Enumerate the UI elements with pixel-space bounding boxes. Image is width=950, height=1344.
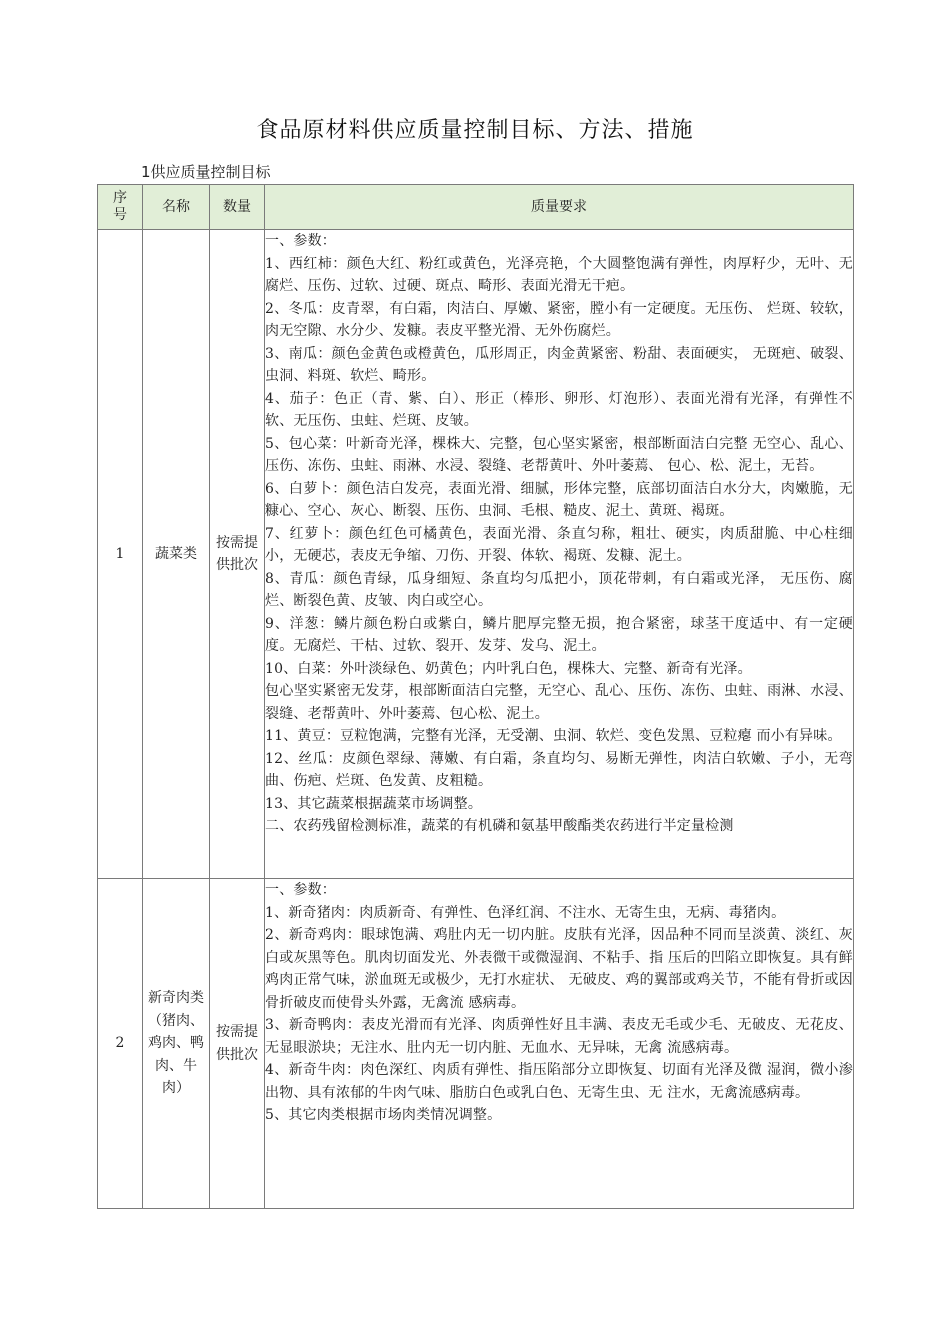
requirement-line: 包心坚实紧密无发芽，根部断面洁白完整，无空心、乱心、压伤、冻伤、虫蛀、雨淋、水浸、裂缝、老帮黄叶、外叶萎蔫、包心松、泥土。 (265, 683, 853, 722)
requirement-line: 2、新奇鸡肉：眼球饱满、鸡肚内无一切内脏。皮肤有光泽，因品种不同而呈淡黄、淡红、灰白或灰黑等色。肌肉切面发光、外表微干或微湿润、不粘手、指 压后的凹陷立即恢复。具有鲜鸡肉正常气味，淤血斑无或极少，无打水症状、 无破皮、鸡的翼部或鸡关节，不能有骨折或因骨折破皮而使骨头外露，无禽流 感病毒。 (265, 927, 853, 1011)
table-row (98, 879, 854, 1209)
row-seq: 1 (98, 230, 143, 879)
table-row (98, 230, 854, 879)
section-heading: 1供应质量控制目标 (141, 163, 271, 181)
row-requirements (265, 230, 854, 879)
row-requirements (265, 879, 854, 1209)
header-name: 名称 (143, 185, 210, 230)
requirement-line: 4、新奇牛肉：肉色深红、肉质有弹性、指压陷部分立即恢复、切面有光泽及微 湿润，微小渗出物、具有浓郁的牛肉气味、脂肪白色或乳白色、无寄生虫、无 注水，无禽流感病毒。 (265, 1062, 853, 1101)
requirement-line: 一、参数： (265, 882, 336, 898)
requirement-line: 二、农药残留检测标准，蔬菜的有机磷和氨基甲酸酯类农药进行半定量检测 (265, 818, 734, 834)
requirement-line: 3、新奇鸭肉：表皮光滑而有光泽、肉质弹性好且丰满、表皮无毛或少毛、无破皮、无花皮、无显眼淤块；无注水、肚内无一切内脏、无血水、无异味，无禽 流感病毒。 (265, 1017, 853, 1056)
requirement-line: 2、冬瓜：皮青翠，有白霜，肉洁白、厚嫩、紧密，膛小有一定硬度。无压伤、 烂斑、较软，肉无空隙、水分少、发糠。表皮平整光滑、无外伤腐烂。 (265, 300, 853, 339)
requirement-line: 9、洋葱：鳞片颜色粉白或紫白，鳞片肥厚完整无损，抱合紧密，球茎干度适中、有一定硬度。无腐烂、干枯、过软、裂开、发芽、发乌、泥土。 (265, 615, 853, 654)
requirement-line: 11、黄豆：豆粒饱满，完整有光泽，无受潮、虫洞、软烂、变色发黑、豆粒瘪 而小有异味。 (265, 728, 842, 744)
page-title: 食品原材料供应质量控制目标、方法、措施 (256, 118, 694, 143)
header-quality: 质量要求 (265, 185, 854, 230)
requirement-line: 1、西红柿：颜色大红、粉红或黄色，光泽亮艳，个大圆整饱满有弹性，肉厚籽少，无叶、无腐烂、压伤、过软、过硬、斑点、畸形、表面光滑无干疤。 (265, 255, 853, 294)
requirement-line: 4、茄子：色正（青、紫、白）、形正（棒形、卵形、灯泡形）、表面光滑有光泽，有弹性不软、无压伤、虫蛀、烂斑、皮皱。 (265, 390, 853, 429)
requirement-line: 一、参数： (265, 233, 336, 249)
requirement-line: 7、红萝卜：颜色红色可橘黄色，表面光滑、条直匀称，粗壮、硬实，肉质甜脆、中心柱细小，无硬芯，表皮无争缩、刀伤、开裂、体软、褐斑、发糠、泥土。 (265, 525, 853, 564)
header-seq: 序号 (98, 185, 143, 230)
row-name: 蔬菜类 (143, 230, 210, 879)
requirement-line: 12、丝瓜：皮颜色翠绿、薄嫩、有白霜，条直均匀、易断无弹性，肉洁白软嫩、子小，无弯曲、伤疤、烂斑、色发黄、皮粗糙。 (265, 750, 853, 789)
requirement-line: 10、白菜：外叶淡绿色、奶黄色；内叶乳白色，棵株大、完整、新奇有光泽。 (265, 660, 752, 677)
requirement-line: 5、其它肉类根据市场肉类情况调整。 (265, 1107, 502, 1123)
requirement-line: 5、包心菜：叶新奇光泽，棵株大、完整，包心坚实紧密，根部断面洁白完整 无空心、乱心、压伤、冻伤、虫蛀、雨淋、水浸、裂缝、老帮黄叶、外叶萎蔫、 包心、松、泥土，无苔。 (265, 435, 853, 474)
requirement-line: 1、新奇猪肉：肉质新奇、有弹性、色泽红润、不注水、无寄生虫，无病、毒猪肉。 (265, 904, 786, 921)
header-quantity: 数量 (210, 185, 265, 230)
row-quantity: 按需提供批次 (210, 879, 265, 1209)
requirement-line: 13、其它蔬菜根据蔬菜市场调整。 (265, 795, 483, 812)
requirement-line: 3、南瓜：颜色金黄色或橙黄色，瓜形周正，肉金黄紧密、粉甜、表面硬实， 无斑疤、破裂、虫洞、料斑、软烂、畸形。 (265, 345, 853, 384)
requirement-line: 6、白萝卜：颜色洁白发亮，表面光滑、细腻，形体完整，底部切面洁白水分大，肉嫩脆，无糠心、空心、灰心、断裂、压伤、虫洞、毛根、糙皮、泥土、黄斑、褐斑。 (265, 480, 853, 519)
requirement-line: 8、青瓜：颜色青绿，瓜身细短、条直均匀瓜把小，顶花带刺，有白霜或光泽， 无压伤、腐烂、断裂色黄、皮皱、肉白或空心。 (265, 570, 853, 609)
quality-control-table (97, 184, 854, 1209)
table-header-row (98, 185, 854, 230)
row-seq: 2 (98, 879, 143, 1209)
row-quantity: 按需提供批次 (210, 230, 265, 879)
row-name: 新奇肉类（猪肉、鸡肉、鸭肉、牛肉） (143, 879, 210, 1209)
